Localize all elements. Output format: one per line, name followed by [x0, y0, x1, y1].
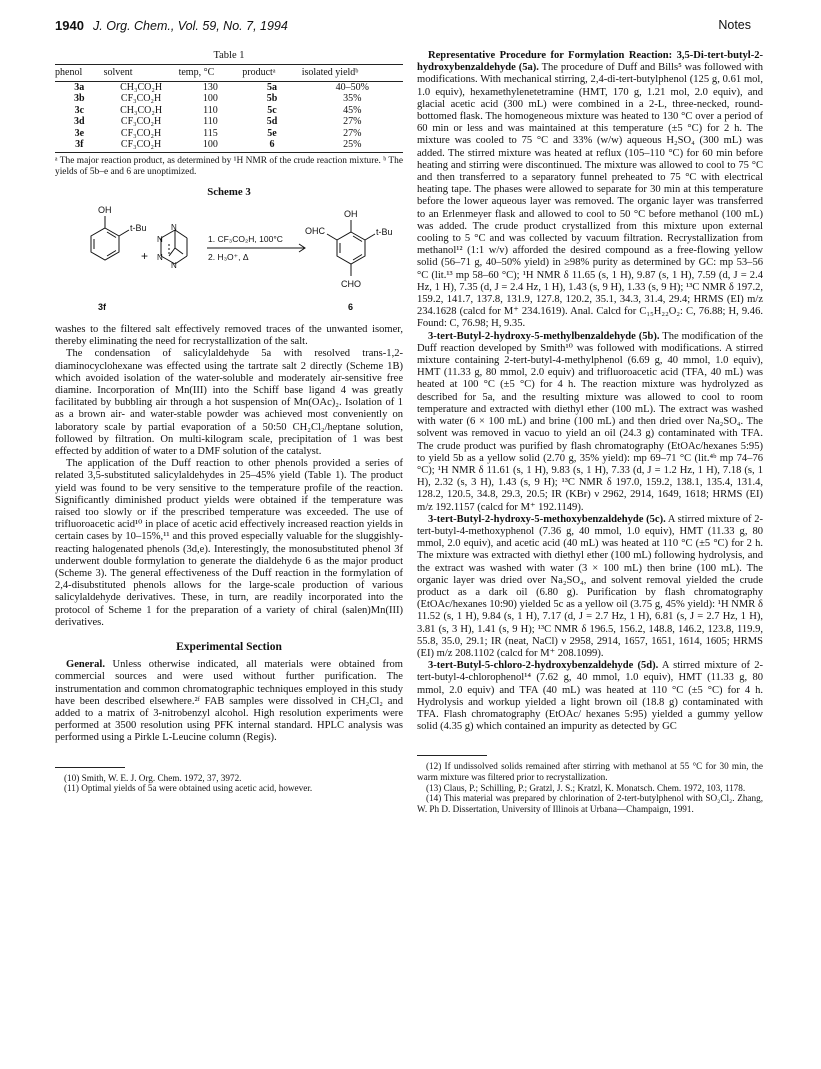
cell-solvent: CF₃CO₂H	[104, 139, 179, 152]
benzene-ring-left	[91, 228, 119, 260]
table-row	[55, 81, 403, 93]
cell-phenol: 3f	[55, 139, 104, 152]
cell-yield: 25%	[302, 139, 403, 152]
footnotes-right	[417, 761, 763, 814]
label-plus: +	[141, 248, 149, 263]
running-header	[55, 18, 751, 38]
cell-product: 5c	[267, 104, 277, 116]
cell-temp: 110	[203, 104, 218, 116]
table-title: Table 1	[213, 50, 245, 61]
cell-product: 6	[242, 139, 301, 152]
journal-citation: J. Org. Chem., Vol. 59, No. 7, 1994	[93, 19, 288, 33]
label-n3: N	[157, 252, 163, 262]
compound-label-3f: 3f	[98, 301, 107, 312]
paragraph-text: The modification of the Duff reaction developed by Smith¹⁰ was followed with modifications. A stirred mixture containing 2-tert-butyl-4-methylphenol (6.69 g, 40 mmol, 1.0 equiv), HMT (11.33 g, 80 mmol, 2.0 equiv) and trifluoroacetic acid (TFA, 40 mL) was heated at 100 °C (±5 °C) for 4 h. The reaction mixture was hydrolyzed as described for 5a, and the resulting mixture was allowed to cool to room temperature and extracted with diethyl ether (100 mL). The extract was washed with water (6 × 100 mL) and brine (100 mL) and then dried over Na₂SO₄. The solvent was removed in vacuo to yield an oil (24.3 g) contaminated with TFA. The crude product was purified by flash chromatography (EtOAc/hexanes 5:95) to yield 5b as a yellow solid (2.70 g, 35% yield): mp 69–71 °C (lit.⁴ᵇ mp 74–76 °C); ¹H NMR δ 11.61 (s, 1 H), 9.83 (s, 1 H), 7.33 (d, J = 1.2 Hz, 1 H), 7.18 (s, 1 H), 2.32 (s, 3 H), 1.43 (s, 9 H); ¹³C NMR δ 197.0, 159.2, 138.1, 135.4, 131.4, 128.2, 120.5, 34.8, 29.3, 20.5; IR (KBr) ν 2962, 2914, 1649, 1618; HRMS (EI) m/z 192.1157 (calcd for M⁺ 192.1149).	[417, 330, 763, 513]
cell-product: 5a	[266, 81, 277, 93]
paragraph-procedure-5c	[417, 514, 763, 660]
footnote-rule	[417, 755, 487, 756]
label-condition-1: 1. CF₃CO₂H, 100°C	[208, 233, 283, 244]
col-header-phenol: phenol	[55, 65, 104, 82]
hmt-cage	[161, 230, 187, 264]
cell-phenol: 3c	[74, 104, 85, 116]
label-tbu-left: t-Bu	[130, 222, 147, 233]
cell-product: 5d	[266, 116, 278, 128]
paragraph-text: A stirred mixture of 2-tert-butyl-4-methoxyphenol (7.36 g, 40 mmol, 1.0 equiv), HMT (11.33 g, 80 mmol, 2.0 equiv), and acetic acid (40 mL) was heated at 110 °C (±5 °C) for 2 h. The mixture was extracted with diethyl ether (100 mL) following hydrolysis, and the extract was washed with water (3 × 100 mL) then brine (100 mL). The organic layer was dried over Na₂SO₄, and solvent removal yielded the crude product as a dark oil (6.80 g). Purification by flash chromatography (EtOAc/hexanes 10:90) yielded 5c as a yellow oil (3.75 g, 45% yield): ¹H NMR δ 11.52 (s, 1 H), 9.84 (s, 1 H), 7.17 (d, J = 2.7 Hz, 1 H), 6.81 (s, J = 2.7 Hz, 1 H), 3.81 (s, 3 H), 1.41 (s, 9 H); ¹³C NMR δ 196.5, 156.2, 148.8, 146.2, 123.8, 119.9, 55.8, 35.0, 29.1; IR (neat, NaCl) ν 2958, 2914, 1657, 1651, 1614, 1605; HRMS (EI) m/z 208.1102 (calcd for M⁺ 208.1099).	[417, 513, 763, 659]
footnote: (14) This material was prepared by chlorination of 2-tert-butylphenol with SO₂Cl₂. Zhang, W. Ph D. Dissertation, University of Illinois at Urbana—Champaign, 1991.	[417, 793, 763, 814]
header-left	[55, 18, 288, 34]
footnote: (11) Optimal yields of 5a were obtained using acetic acid, however.	[64, 783, 313, 794]
cell-phenol: 3a	[74, 81, 85, 93]
paragraph-text: Unless otherwise indicated, all materials were obtained from commercial sources and were used without further purification. The instrumentation and common chromatographic techniques employed in this study have been described elsewhere.²ᶠ FAB samples were dissolved in CH₂Cl₂ and added to a matrix of 3-nitrobenzyl alcohol. High resolution experiments were performed at 3500 resolution using PFK internal standard. HPLC analysis was performed using a Pirkle L-Leucine column (Regis).	[55, 659, 403, 744]
table-row	[55, 116, 403, 128]
paragraph-procedure-5a	[417, 50, 763, 331]
label-tbu-right: t-Bu	[376, 226, 393, 237]
label-n2: N	[157, 234, 163, 244]
label-oh-left: OH	[98, 204, 112, 215]
footnotes-left	[55, 773, 403, 794]
cell-yield: 45%	[343, 104, 362, 116]
paragraph-procedure-5b	[417, 331, 763, 514]
reaction-scheme-svg	[55, 202, 403, 320]
table-header-row	[55, 65, 403, 82]
page-number: 1940	[55, 18, 84, 33]
paragraph: washes to the filtered salt effectively removed traces of the unwanted isomer, thereby eliminating the need for recrystallization of the salt.	[55, 323, 403, 348]
cell-phenol: 3d	[74, 116, 85, 128]
cell-phenol: 3b	[74, 93, 85, 105]
tbu-bond-left	[119, 230, 129, 236]
table-row	[55, 128, 403, 140]
cell-temp: 115	[203, 127, 218, 139]
table-row	[55, 93, 403, 105]
col-header-solvent: solvent	[104, 65, 179, 82]
cell-solvent: CH₃CO₂H	[120, 81, 163, 93]
cell-yield: 35%	[343, 93, 362, 105]
cell-temp: 100	[179, 139, 243, 152]
label-n4: N	[171, 260, 177, 270]
tbu-bond-right	[365, 234, 375, 240]
label-cho: CHO	[341, 278, 361, 289]
run-in-heading: 3-tert-Butyl-2-hydroxy-5-methoxybenzaldehyde (5c).	[428, 513, 666, 525]
scheme-title: Scheme 3	[207, 185, 251, 198]
table-row	[55, 105, 403, 117]
cell-yield: 40–50%	[335, 81, 370, 93]
footnote: (10) Smith, W. E. J. Org. Chem. 1972, 37, 3972.	[64, 772, 242, 783]
cell-temp: 110	[203, 116, 218, 128]
paragraph-text: The procedure of Duff and Bills⁵ was followed with modifications. With mechanical stirring, 2,4-di-tert-butylphenol (125 g, 0.61 mol, 1.0 equiv), hexamethylenetetramine (HMT, 170 g, 1.21 mol, 2.0 equiv), and glacial acetic acid (300 mL) were combined in a 2-L, three-necked, round-bottomed flask. The homogeneous mixture was heated to 130 °C over a period of 60 min or less and was maintained at this temperature (±5 °C) for 2 h. The mixture was cooled to 75 °C and 33% (w/w) aqueous H₂SO₄ (300 mL) was added. The stirred mixture was heated at reflux (105–110 °C) for 60 min before heating and stirring were discontinued. The mixture was allowed to cool to 75 °C and then transferred to a separatory funnel preheated to 75 °C with electrical heating tape. The phases were allowed to separate for 30 min at this temperature before the lower aqueous layer was removed. The organic layer was transferred to an Erlenmeyer flask and allowed to cool to 50 °C before methanol (100 mL) was added. The crude product crystallized from this mixture upon external cooling to 5 °C and was collected by vacuum filtration. Recrystallization from methanol¹² (1:1 w/v) afforded the desired compound as a free-flowing yellow solid (56–71 g, 40–50% yield) in ≥98% purity as determined by GC: mp 53–56 °C (lit.¹³ mp 58–60 °C); ¹H NMR δ 11.65 (s, 1 H), 9.87 (s, 1 H), 7.59 (d, J = 2.4 Hz, 1 H), 7.35 (d, J = 2.4 Hz, 1 H), 1.43 (s, 9 H), 1.33 (s, 9 H); ¹³C NMR δ 197.2, 159.2, 141.7, 137.8, 131.9, 127.8, 120.2, 35.1, 34.3, 31.4, 29.4; HRMS (EI) m/z 234.1628 (calcd for M⁺ 234.1619). Anal. Calcd for C₁₅H₂₂O₂: C, 76.88; H, 9.46. Found: C, 76.98; H, 9.35.	[417, 62, 763, 330]
cell-solvent: CF₃CO₂H	[120, 93, 162, 105]
col-header-temp: temp, °C	[179, 65, 243, 82]
paragraph-text: A stirred mixture of 2-tert-butyl-4-chlorophenol¹⁴ (7.62 g, 40 mmol, 1.0 equiv), HMT (11.33 g, 80 mmol, 2.0 equiv) and TFA (40 mL) was heated at 110 °C (±5 °C) for 4 h. Hydrolysis and workup yielded a light brown oil (18.8 g) contaminated with TFA. Flash chromatography (EtOAc/ hexanes 5:95) yielded a gummy yellow solid (4.35 g) which contained an impurity as detected by GC	[417, 660, 763, 733]
section-heading: Experimental Section	[176, 640, 282, 653]
paragraph: The application of the Duff reaction to other phenols provided a series of related 3,5-substituted salicylaldehydes in 25–45% yield (Table 1). The product yield was found to be very sensitive to the temperature profile of the reaction. Significantly diminished product yields were obtained if the temperature was raised too slowly or if the prescribed temperature was exceeded. The use of trifluoroacetic acid¹⁰ in place of acetic acid effectively increased reaction yields in certain cases by 10–15%,¹¹ and this proved especially valuable for the sluggishly-reacting halogenated phenols (3d,e). Interestingly, the monosubstituted phenol 3f underwent double formylation to generate the dialdehyde 6 as the major product (Scheme 3). The general effectiveness of the Duff reaction in the formylation of 2,4-disubstituted phenols allows for the large-scale production of various salicylaldehyde derivatives. These, in turn, are readily incorporated into the protocol of Scheme 1 for the preparation of a variety of chiral (salen)Mn(III) derivatives.	[55, 458, 403, 628]
run-in-heading: 3-tert-Butyl-2-hydroxy-5-methylbenzaldehyde (5b).	[428, 330, 660, 342]
cell-temp: 100	[202, 93, 218, 105]
cell-phenol: 3e	[74, 127, 85, 139]
right-column	[417, 50, 763, 814]
paragraph: The condensation of salicylaldehyde 5a with resolved trans-1,2-diaminocyclohexane was effected using the tartrate salt 2 directly (Scheme 1B) which avoided isolation of the water-soluble and moderately air-sensitive free diamine. Incorporation of Mn(III) into the Schiff base ligand 4 was greatly facilitated by bubbling air through a hot suspension of Mn(OAc)₂. Isolation of 1 as a brown air- and water-stable powder was achieved most conveniently on laboratory scale by partial evaporation of a 50:50 CH₂Cl₂/heptane solution, followed by filtration. On multi-kilogram scale, precipitation of 1 was best effected by addition of water to a DMF solution of the catalyst.	[55, 348, 403, 457]
scheme-3-diagram	[55, 202, 403, 320]
cell-solvent: CF₃CO₂H	[120, 127, 162, 139]
run-in-heading: 3-tert-Butyl-5-chloro-2-hydroxybenzaldehyde (5d).	[428, 660, 659, 672]
cell-solvent: CF₃CO₂H	[120, 116, 162, 128]
table-row	[55, 139, 403, 152]
label-ohc: OHC	[305, 225, 325, 236]
label-n1: N	[171, 222, 177, 232]
run-in-heading: Representative Procedure for Formylation Reaction: 3,5-Di-tert-butyl-2-hydroxybenzaldehyde (5a).	[417, 50, 763, 74]
table-1	[55, 64, 403, 153]
cell-product: 5e	[267, 127, 277, 139]
footnote: (12) If undissolved solids remained after stirring with methanol at 55 °C for 30 min, the warm mixture was filtered prior to recrystallization.	[417, 761, 763, 782]
cell-yield: 27%	[343, 127, 362, 139]
cell-product: 5b	[266, 93, 278, 105]
label-condition-2: 2. H₃O⁺, Δ	[208, 251, 249, 262]
ohc-bond	[327, 234, 337, 240]
cell-temp: 130	[202, 81, 218, 93]
left-column	[55, 50, 403, 794]
compound-label-6: 6	[348, 301, 354, 312]
footnote-rule	[55, 767, 125, 768]
run-in-heading: General.	[66, 659, 105, 671]
table-footnote: ᵃ The major reaction product, as determined by ¹H NMR of the crude reaction mixture. ᵇ The yields of 5b–e and 6 are unoptimized.	[55, 155, 403, 177]
benzene-ring-right	[337, 232, 365, 264]
paragraph-procedure-5d	[417, 660, 763, 733]
cell-yield: 27%	[343, 116, 362, 128]
paragraph-general	[55, 659, 403, 744]
col-header-product: productᵃ	[242, 65, 301, 82]
footnote: (13) Claus, P.; Schilling, P.; Gratzl, J. S.; Kratzl, K. Monatsch. Chem. 1972, 103, 1178.	[426, 782, 746, 793]
col-header-yield: isolated yieldᵇ	[302, 65, 403, 82]
label-oh-right: OH	[344, 208, 358, 219]
cell-solvent: CH₃CO₂H	[120, 104, 163, 116]
section-name: Notes	[718, 18, 751, 32]
